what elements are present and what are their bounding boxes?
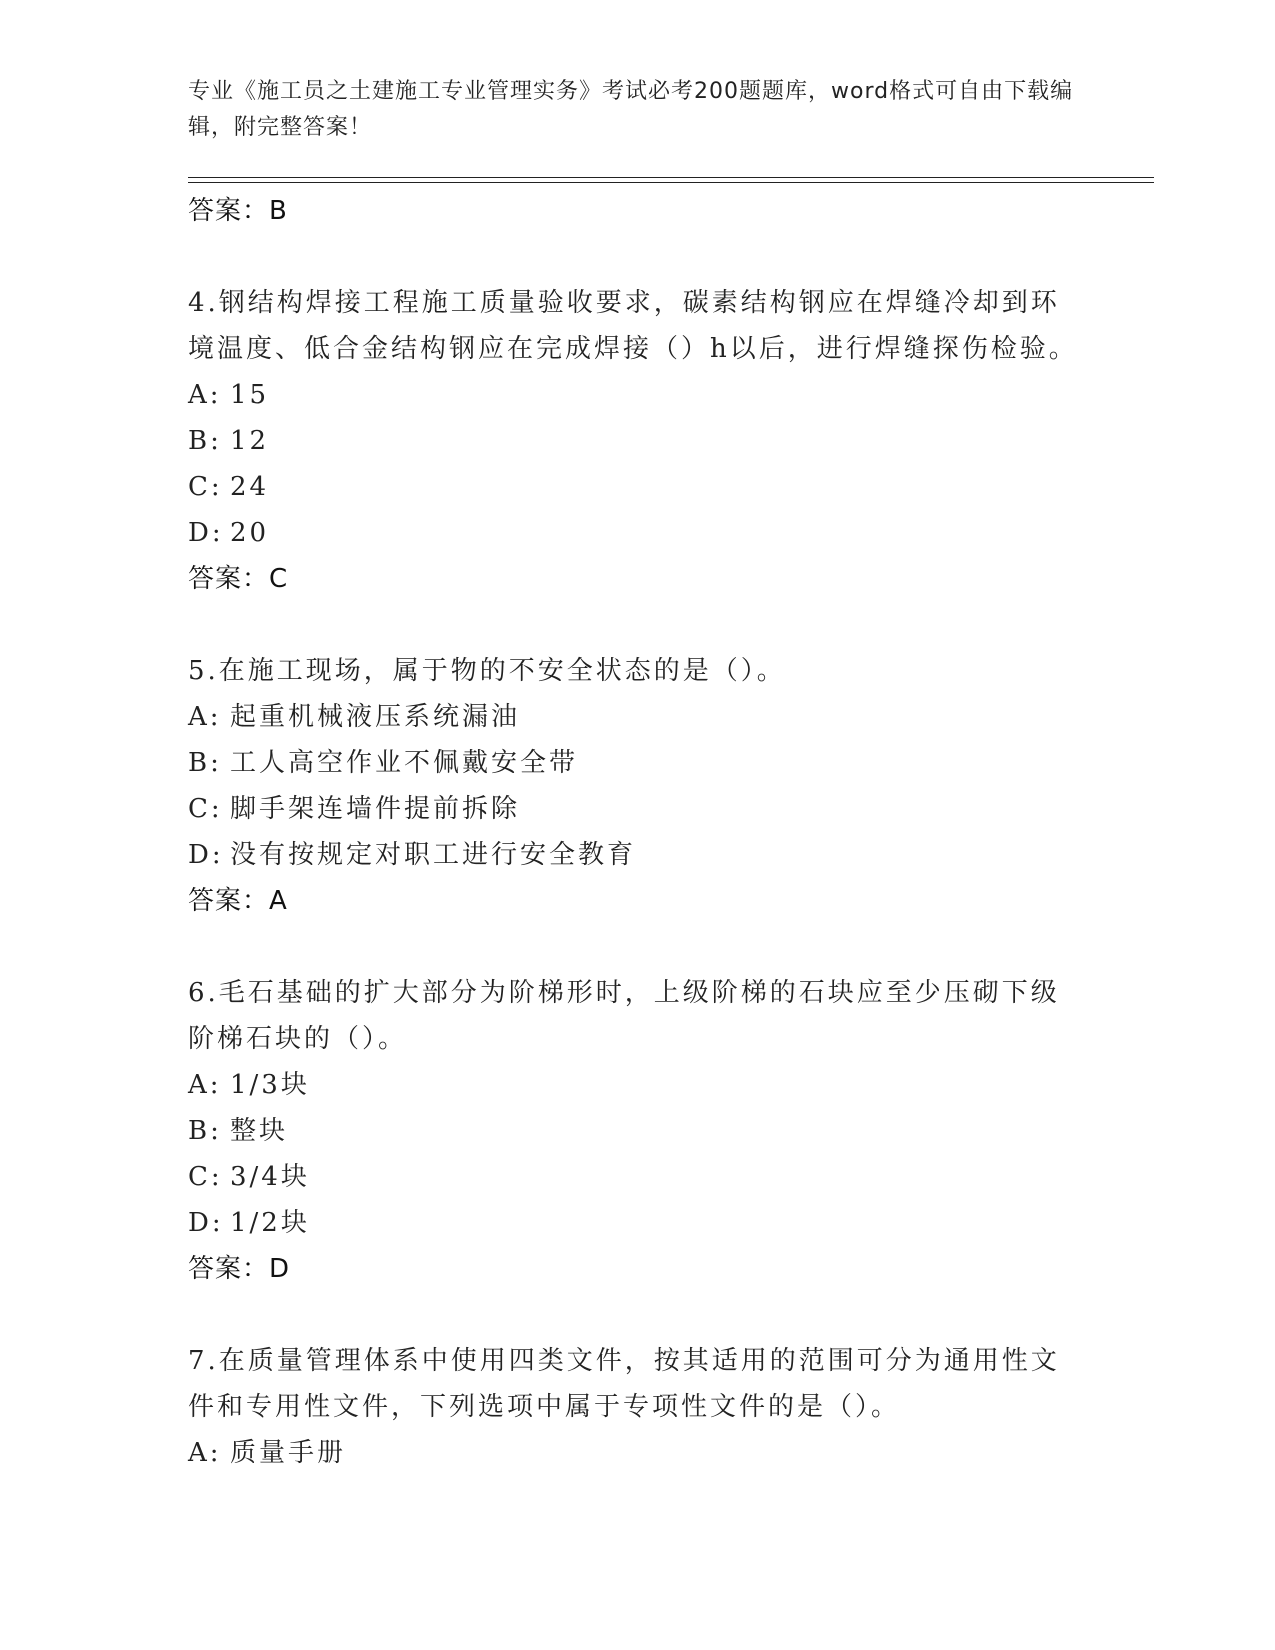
document-header: 专业《施工员之土建施工专业管理实务》考试必考200题题库，word格式可自由下载编辑，附完整答案！	[188, 79, 1074, 140]
option-item	[188, 464, 1088, 510]
option-text: 3/4块	[230, 1162, 310, 1192]
option-item	[188, 1108, 1088, 1154]
option-letter: A:	[188, 702, 222, 732]
header-rule-bottom	[188, 182, 1154, 183]
option-letter: B:	[188, 748, 222, 778]
option-text: 15	[230, 380, 270, 410]
option-text: 质量手册	[230, 1438, 347, 1468]
option-letter: D:	[188, 840, 224, 870]
option-letter: C:	[188, 794, 223, 824]
option-item	[188, 1200, 1088, 1246]
answer-line: 答案：D	[188, 1254, 291, 1284]
option-letter: A:	[188, 380, 222, 410]
option-item	[188, 418, 1088, 464]
option-text: 12	[230, 426, 270, 456]
option-item	[188, 1154, 1088, 1200]
answer-line: 答案：C	[188, 564, 289, 594]
option-text: 工人高空作业不佩戴安全带	[230, 748, 579, 778]
option-item	[188, 786, 1088, 832]
option-text: 脚手架连墙件提前拆除	[230, 794, 521, 824]
option-letter: C:	[188, 1162, 223, 1192]
question-block	[188, 280, 1088, 602]
option-text: 没有按规定对职工进行安全教育	[230, 840, 637, 870]
option-item	[188, 510, 1088, 556]
answer-line: 答案：A	[188, 886, 288, 916]
option-text: 24	[230, 472, 270, 502]
option-letter: C:	[188, 472, 223, 502]
option-text: 起重机械液压系统漏油	[230, 702, 521, 732]
question-text: 4.钢结构焊接工程施工质量验收要求，碳素结构钢应在焊缝冷却到环境温度、低合金结构钢应在完成焊接（）h以后，进行焊缝探伤检验。	[188, 288, 1078, 364]
answer-line: 答案：B	[188, 196, 288, 226]
option-letter: B:	[188, 1116, 222, 1146]
option-letter: D:	[188, 1208, 224, 1238]
question-text: 7.在质量管理体系中使用四类文件，按其适用的范围可分为通用性文件和专用性文件，下列选项中属于专项性文件的是（）。	[188, 1346, 1060, 1422]
option-item	[188, 1062, 1088, 1108]
option-item	[188, 740, 1088, 786]
question-text: 5.在施工现场，属于物的不安全状态的是（）。	[188, 656, 786, 686]
option-item	[188, 832, 1088, 878]
question-block	[188, 648, 1088, 924]
option-item	[188, 694, 1088, 740]
option-letter: D:	[188, 518, 224, 548]
header-rule-top	[188, 177, 1154, 178]
option-text: 20	[230, 518, 270, 548]
option-text: 整块	[230, 1116, 289, 1146]
option-text: 1/2块	[230, 1208, 310, 1238]
option-item	[188, 1430, 1088, 1476]
question-block	[188, 970, 1088, 1292]
question-text: 6.毛石基础的扩大部分为阶梯形时，上级阶梯的石块应至少压砌下级阶梯石块的（）。	[188, 978, 1060, 1054]
option-item	[188, 372, 1088, 418]
question-block	[188, 1338, 1088, 1476]
document-body	[188, 188, 1088, 1476]
option-letter: A:	[188, 1070, 222, 1100]
option-letter: B:	[188, 426, 222, 456]
option-letter: A:	[188, 1438, 222, 1468]
option-text: 1/3块	[230, 1070, 310, 1100]
